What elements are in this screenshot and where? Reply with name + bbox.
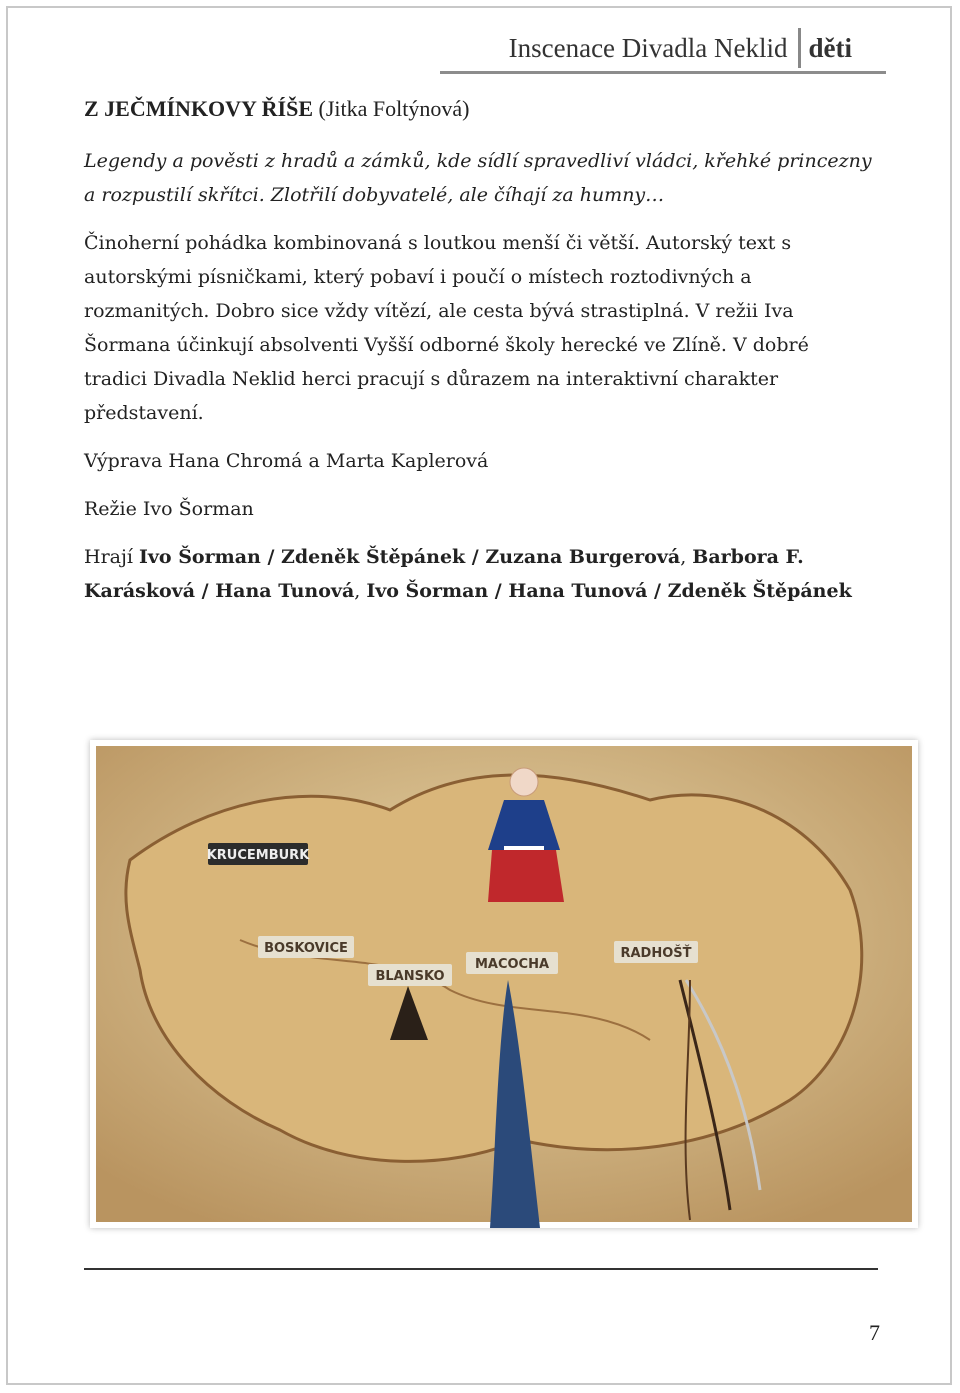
- play-cast: [84, 540, 874, 608]
- page-number: 7: [869, 1320, 880, 1345]
- page-header: [509, 28, 852, 68]
- play-title: Z JEČMÍNKOVY ŘÍŠE: [84, 96, 313, 121]
- cast-separator: ,: [680, 546, 693, 568]
- header-category: děti: [808, 33, 852, 63]
- stage-map-illustration: [90, 740, 918, 1228]
- cast-part: Ivo Šorman / Hana Tunová / Zdeněk Štěpánek: [366, 580, 852, 602]
- header-title: Inscenace Divadla Neklid: [509, 28, 801, 68]
- play-design: Výprava Hana Chromá a Marta Kaplerová: [84, 450, 489, 472]
- cast-part: Ivo Šorman / Zdeněk Štěpánek / Zuzana Burgerová: [139, 546, 681, 568]
- header-rule: [440, 71, 886, 74]
- play-direction: Režie Ivo Šorman: [84, 498, 254, 520]
- play-description: Činoherní pohádka kombinovaná s loutkou menší či větší. Autorský text s autorskými písničkami, který pobaví i poučí o místech roztodivných a rozmanitých. Dobro sice vždy vítězí, ale cesta bývá strastiplná. V režii Iva Šormana účinkují absolventi Vyšší odborné školy herecké ve Zlíně. V dobré tradici Divadla Neklid herci pracují s důrazem na interaktivní charakter představení.: [84, 232, 809, 424]
- label-radhost: RADHOŠŤ: [620, 946, 692, 961]
- cast-part: Barbora F. Karásková / Hana Tunová: [84, 546, 804, 602]
- label-krucemburk: KRUCEMBURK: [206, 848, 310, 863]
- footer-rule: [84, 1268, 878, 1270]
- label-blansko: BLANSKO: [375, 969, 445, 984]
- main-content: [84, 96, 874, 622]
- label-macocha: MACOCHA: [474, 957, 550, 972]
- cast-separator: ,: [354, 580, 367, 602]
- play-tagline: Legendy a pověsti z hradů a zámků, kde sídlí spravedliví vládci, křehké princezny a rozpustilí skřítci. Zlotřilí dobyvatelé, ale číhají za humny…: [84, 150, 872, 206]
- play-title-line: [84, 96, 874, 122]
- stage-photo: [90, 740, 918, 1228]
- label-boskovice: BOSKOVICE: [264, 941, 348, 956]
- play-author: (Jitka Foltýnová): [318, 96, 470, 121]
- cast-label: Hrají: [84, 546, 133, 568]
